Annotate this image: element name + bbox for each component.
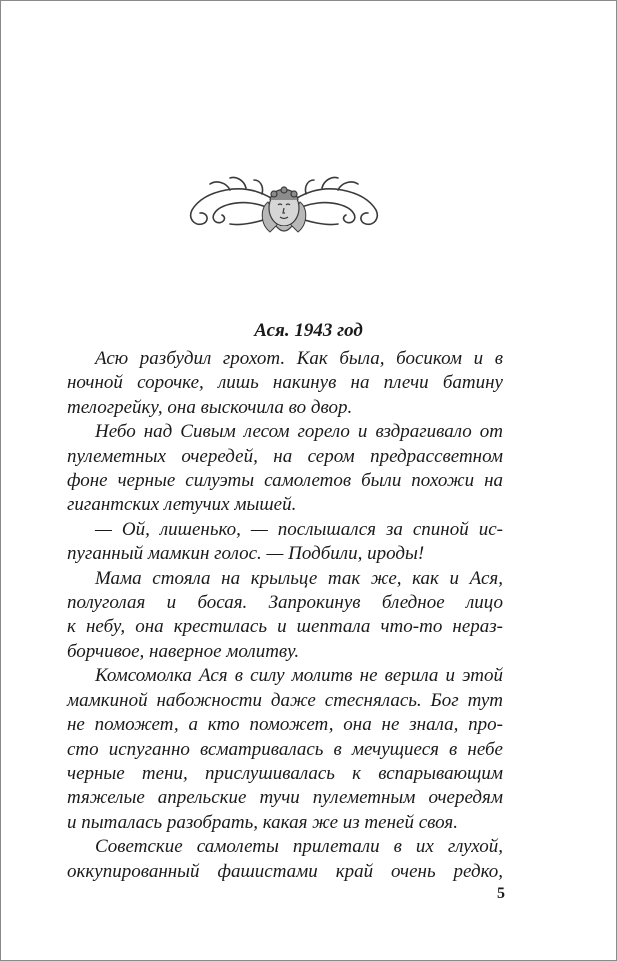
- paragraph-3: [67, 518, 503, 567]
- text-line: пуганный мамкин голос. — Подбили, ироды!: [67, 543, 425, 565]
- paragraph-6: [67, 835, 503, 884]
- text-line: Небо над Сивым лесом горело и вздрагивало от: [95, 421, 503, 443]
- cherub-vignette-icon: [186, 172, 382, 242]
- text-line: Советские самолеты прилетали в их глухой,: [95, 836, 503, 858]
- text-line: Мама стояла на крыльце так же, как и Ася,: [95, 567, 503, 589]
- text-line: сто испуганно всматривалась в мечущиеся в небе: [67, 738, 503, 760]
- text-line: оккупированный фашистами край очень редко,: [67, 860, 503, 882]
- text-line: полуголая и босая. Запрокинув бледное лицо: [67, 592, 503, 614]
- text-line: тяжелые апрельские тучи пулеметным очередям: [67, 787, 503, 809]
- text-line: телогрейку, она выскочила во двор.: [67, 396, 353, 418]
- text-line: ночной сорочке, лишь накинув на плечи батину: [67, 372, 503, 394]
- text-line: к небу, она крестилась и шептала что-то нераз-: [67, 616, 503, 638]
- text-line: борчивое, наверное молитву.: [67, 640, 300, 662]
- text-line: гигантских летучих мышей.: [67, 494, 297, 516]
- text-line: Комсомолка Ася в силу молитв не верила и этой: [95, 665, 503, 687]
- body-text: [67, 347, 503, 884]
- text-line: Асю разбудил грохот. Как была, босиком и в: [95, 348, 503, 369]
- text-line: мамкиной набожности даже стеснялась. Бог тут: [67, 689, 503, 711]
- chapter-title: Ася. 1943 год: [254, 320, 363, 341]
- text-line: и пыталась разобрать, какая же из теней своя.: [67, 811, 458, 833]
- page-number: 5: [497, 885, 505, 902]
- text-line: фоне черные силуэты самолетов были похожи на: [67, 470, 503, 492]
- text-line: не поможет, а кто поможет, она не знала, про-: [67, 714, 503, 736]
- paragraph-4: [67, 567, 503, 665]
- paragraph-5: [67, 664, 503, 835]
- paragraph-1: [67, 347, 503, 420]
- text-line: пулеметных очередей, на сером предрассветном: [67, 445, 503, 467]
- text-line: черные тени, прислушивалась к вспарывающим: [67, 762, 503, 784]
- text-line: — Ой, лишенько, — послышался за спиной ис-: [95, 518, 503, 540]
- paragraph-2: [67, 420, 503, 518]
